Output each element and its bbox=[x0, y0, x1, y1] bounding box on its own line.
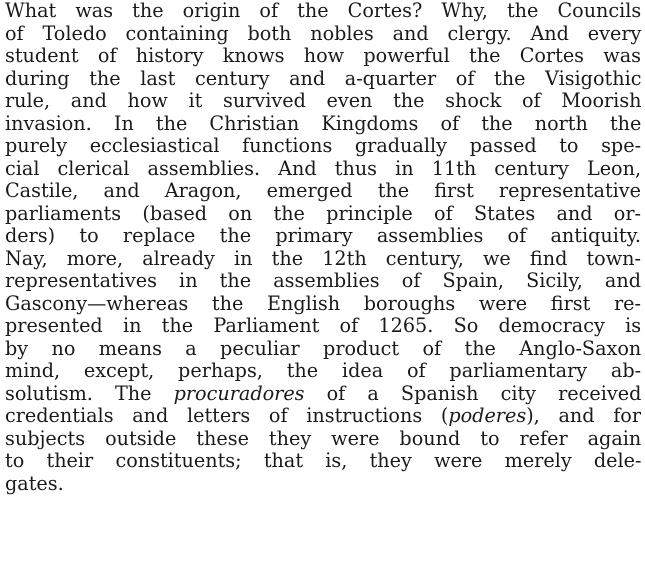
text-line bbox=[5, 270, 641, 293]
text-line bbox=[5, 405, 641, 428]
text-line bbox=[5, 293, 641, 316]
text-line bbox=[5, 473, 641, 496]
text-segment: presented in the Parliament of 1265. So democracy is bbox=[5, 314, 642, 337]
text-line bbox=[5, 315, 641, 338]
text-segment: purely ecclesiastical functions gradually passed to spe- bbox=[5, 134, 642, 157]
text-line bbox=[5, 158, 641, 181]
text-line bbox=[5, 180, 641, 203]
text-line bbox=[5, 203, 641, 226]
text-segment: rule, and how it survived even the shock of Moorish bbox=[5, 89, 642, 112]
text-segment: representatives in the assemblies of Spain, Sicily, and bbox=[5, 269, 641, 292]
italic-term: poderes bbox=[448, 404, 527, 427]
body-paragraph bbox=[5, 0, 641, 495]
text-line bbox=[5, 225, 641, 248]
text-segment: Gascony—whereas the English boroughs were first re- bbox=[5, 291, 641, 315]
text-line bbox=[5, 45, 641, 68]
text-segment: during the last century and a-quarter of the Visigothic bbox=[5, 66, 642, 90]
text-segment: of Toledo containing both nobles and clergy. And every bbox=[5, 21, 642, 45]
text-segment: parliaments (based on the principle of States and or- bbox=[5, 201, 641, 225]
text-segment: of a Spanish city received bbox=[304, 381, 642, 405]
text-line bbox=[5, 135, 641, 158]
text-line bbox=[5, 360, 641, 383]
text-segment: ), and for bbox=[526, 404, 642, 427]
text-line bbox=[5, 383, 641, 406]
text-segment: credentials and letters of instructions ( bbox=[5, 404, 449, 427]
text-segment: gates. bbox=[5, 471, 64, 495]
text-segment: cial clerical assemblies. And thus in 11th century Leon, bbox=[5, 156, 642, 180]
text-segment: subjects outside these they were bound to refer again bbox=[5, 426, 642, 450]
text-line bbox=[5, 428, 641, 451]
italic-term: procuradores bbox=[173, 381, 305, 405]
text-segment: invasion. In the Christian Kingdoms of the north the bbox=[5, 111, 642, 135]
text-line bbox=[5, 0, 641, 23]
text-segment: ders) to replace the primary assemblies of antiquity. bbox=[5, 224, 641, 247]
text-segment: by no means a peculiar product of the Anglo-Saxon bbox=[5, 336, 642, 360]
text-line bbox=[5, 248, 641, 271]
text-line bbox=[5, 338, 641, 361]
text-segment: to their constituents; that is, they were merely dele- bbox=[5, 449, 642, 472]
text-segment: student of history knows how powerful the Cortes was bbox=[5, 44, 641, 67]
text-segment: Castile, and Aragon, emerged the first representative bbox=[5, 179, 641, 202]
text-line bbox=[5, 450, 641, 473]
text-segment: mind, except, perhaps, the idea of parliamentary ab- bbox=[5, 359, 642, 382]
text-segment: solutism. The bbox=[5, 381, 174, 405]
text-segment: What was the origin of the Cortes? Why, the Councils bbox=[5, 0, 642, 22]
text-line bbox=[5, 90, 641, 113]
text-line bbox=[5, 68, 641, 91]
text-line bbox=[5, 23, 641, 46]
text-line bbox=[5, 113, 641, 136]
text-segment: Nay, more, already in the 12th century, we find town- bbox=[5, 246, 641, 270]
